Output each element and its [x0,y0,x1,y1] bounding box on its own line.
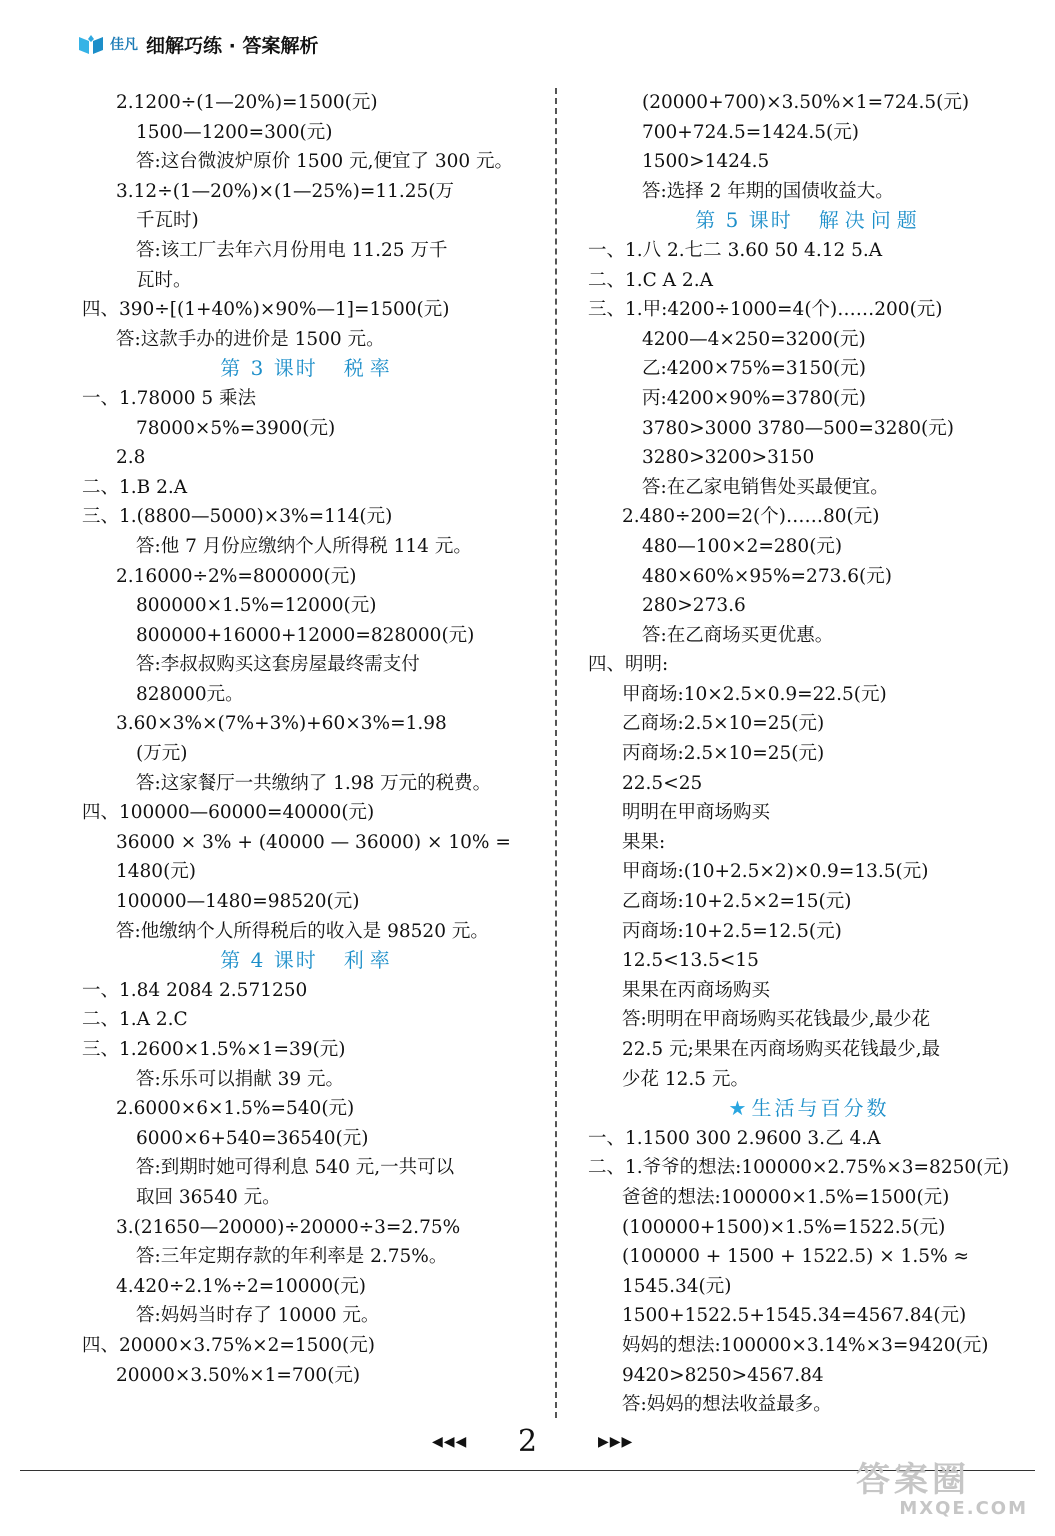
answer-line: 答:他 7 月份应缴纳个人所得税 114 元。 [136,535,472,557]
answer-line: 答:他缴纳个人所得税后的收入是 98520 元。 [116,920,489,942]
answer-line: 答:这台微波炉原价 1500 元,便宜了 300 元。 [136,151,514,173]
answer-line: (万元) [136,743,188,765]
answer-line: 答:在乙家电销售处买最便宜。 [642,476,889,498]
answer-line: 乙:4200×75%=3150(元) [642,358,866,380]
answer-line: 480×60%×95%=273.6(元) [642,565,892,587]
answer-line: 答:这家餐厅一共缴纳了 1.98 万元的税费。 [136,772,492,794]
page-footer [0,1424,1055,1464]
right-column [584,88,1034,1420]
answer-line: 丙商场:10+2.5=12.5(元) [622,920,842,942]
answer-line: 二、1.A 2.C [82,1009,188,1031]
section-lesson: 第 3 课时 [220,356,318,381]
section-heading [78,354,538,384]
answer-line: 20000×3.50%×1=700(元) [116,1364,361,1386]
answer-line: 答:该工厂去年六月份用电 11.25 万千 [136,239,448,261]
answer-line: 2.1200÷(1—20%)=1500(元) [116,92,378,113]
answer-line: 一、1.八 2.七二 3.60 50 4.12 5.A [588,239,883,261]
answer-line: 2.6000×6×1.5%=540(元) [116,1098,355,1120]
answer-line: 9420>8250>4567.84 [622,1364,824,1386]
answer-line: 1500+1522.5+1545.34=4567.84(元) [622,1305,967,1327]
answer-line: 答:明明在甲商场购买花钱最少,最少花 [622,1009,931,1031]
answer-line: 3.60×3%×(7%+3%)+60×3%=1.98 [116,713,447,735]
answer-line: 480—100×2=280(元) [642,535,843,557]
answer-line: 三、1.甲:4200÷1000=4(个)……200(元) [588,299,943,321]
answer-line: 答:李叔叔购买这套房屋最终需支付 [136,654,420,676]
answer-line: 1500>1424.5 [642,151,770,173]
answer-line: 3780>3000 3780—500=3280(元) [642,417,954,439]
answer-line: 二、1.C A 2.A [588,269,713,291]
answer-line: 答:选择 2 年期的国债收益大。 [642,180,894,202]
answer-line: 妈妈的想法:100000×3.14%×3=9420(元) [622,1334,989,1356]
answer-line: 爸爸的想法:100000×1.5%=1500(元) [622,1186,950,1208]
answer-line: 答:妈妈当时存了 10000 元。 [136,1305,380,1327]
answer-line: 四、明明: [588,654,669,676]
answer-line: 4.420÷2.1%÷2=10000(元) [116,1275,367,1297]
answer-line: 丙:4200×90%=3780(元) [642,387,866,409]
answer-line: 三、1.(8800—5000)×3%=114(元) [82,506,393,528]
answer-line: 瓦时。 [136,269,192,291]
answer-line: 6000×6+540=36540(元) [136,1127,369,1149]
answer-line: (20000+700)×3.50%×1=724.5(元) [642,92,970,113]
answer-line: 2.480÷200=2(个)……80(元) [622,506,880,528]
answer-line: 4200—4×250=3200(元) [642,328,866,350]
answer-line: 一、1.1500 300 2.9600 3.乙 4.A [588,1127,881,1149]
answer-line: 甲商场:(10+2.5×2)×0.9=13.5(元) [622,861,929,883]
answer-line: 果果: [622,831,666,853]
section-lesson: 第 4 课时 [220,948,318,973]
page-header [78,28,318,60]
answer-line: 千瓦时) [136,210,199,232]
answer-line: 乙商场:2.5×10=25(元) [622,713,825,735]
answer-line: 一、1.84 2084 2.571250 [82,979,308,1001]
answer-line: 明明在甲商场购买 [622,802,771,824]
answer-line: 12.5<13.5<15 [622,950,759,972]
answer-line: 四、100000—60000=40000(元) [82,802,375,824]
answer-line: 800000×1.5%=12000(元) [136,595,377,617]
answer-line: (100000 + 1500 + 1522.5) × 1.5% ≈ [622,1246,970,1268]
book-logo-icon [78,33,104,55]
answer-line: 3.(21650—20000)÷20000÷3=2.75% [116,1216,461,1238]
answer-line: 1480(元) [116,861,197,883]
brand-name: 佳凡 [110,37,138,53]
answer-line: 828000元。 [136,683,244,705]
answer-line: 22.5 元;果果在丙商场购买花钱最少,最 [622,1039,941,1060]
answer-line: 四、390÷[(1+40%)×90%—1]=1500(元) [82,299,450,321]
watermark-logo [856,1462,1042,1526]
special-section-heading [584,1094,1034,1124]
answer-line: 3.12÷(1—20%)×(1—25%)=11.25(万 [116,180,455,202]
answer-line: 答:这款手办的进价是 1500 元。 [116,328,385,350]
answer-line: 丙商场:2.5×10=25(元) [622,743,825,765]
watermark-text: 答案圈 [856,1460,970,1500]
answer-line: 二、1.爷爷的想法:100000×2.75%×3=8250(元) [588,1157,1010,1179]
answer-line: 答:三年定期存款的年利率是 2.75%。 [136,1246,448,1268]
answer-line: 一、1.78000 5 乘法 [82,387,257,409]
answer-line: 答:在乙商场买更优惠。 [642,624,834,646]
answer-line: 2.16000÷2%=800000(元) [116,565,357,587]
star-icon: ★ [728,1096,750,1121]
section-title: 税率 [343,356,396,381]
answer-line: 36000 × 3% + (40000 — 36000) × 10% = [116,831,511,853]
answer-line: 3280>3200>3150 [642,447,815,469]
answer-line: 1545.34(元) [622,1275,732,1297]
answer-line: 三、1.2600×1.5%×1=39(元) [82,1039,346,1060]
section-heading [584,206,1034,236]
left-arrows-icon: ◀◀◀ [432,1434,468,1450]
section-title: 利率 [343,948,396,973]
answer-line: 少花 12.5 元。 [622,1068,749,1090]
series-title: 细解巧练 · 答案解析 [146,34,319,57]
section-heading [78,946,538,976]
answer-line: 280>273.6 [642,595,746,617]
watermark-url: MXQE.COM [899,1498,1028,1519]
answer-line: 答:乐乐可以捐献 39 元。 [136,1068,345,1090]
answer-line: 100000—1480=98520(元) [116,891,360,913]
answer-line: 果果在丙商场购买 [622,979,771,1001]
answer-line: 22.5<25 [622,772,703,794]
answer-line: 甲商场:10×2.5×0.9=22.5(元) [622,683,887,705]
answer-line: 1500—1200=300(元) [136,121,333,143]
answer-line: 700+724.5=1424.5(元) [642,121,859,143]
answer-line: (100000+1500)×1.5%=1522.5(元) [622,1216,946,1238]
page-number: 2 [517,1424,538,1459]
answer-line: 800000+16000+12000=828000(元) [136,624,475,646]
right-arrows-icon: ▶▶▶ [598,1434,634,1450]
answer-line: 答:到期时她可得利息 540 元,一共可以 [136,1157,455,1179]
column-divider [555,88,557,1418]
answer-line: 乙商场:10+2.5×2=15(元) [622,891,852,913]
answer-line: 2.8 [116,447,146,469]
section-lesson: 第 5 课时 [695,208,793,233]
section-title: 生活与百分数 [751,1096,890,1121]
answer-line: 78000×5%=3900(元) [136,417,336,439]
section-title: 解决问题 [818,208,923,233]
answer-line: 二、1.B 2.A [82,476,188,498]
answer-line: 四、20000×3.75%×2=1500(元) [82,1334,375,1356]
answer-line: 答:妈妈的想法收益最多。 [622,1394,832,1416]
answer-line: 取回 36540 元。 [136,1186,281,1208]
left-column [78,88,538,1390]
